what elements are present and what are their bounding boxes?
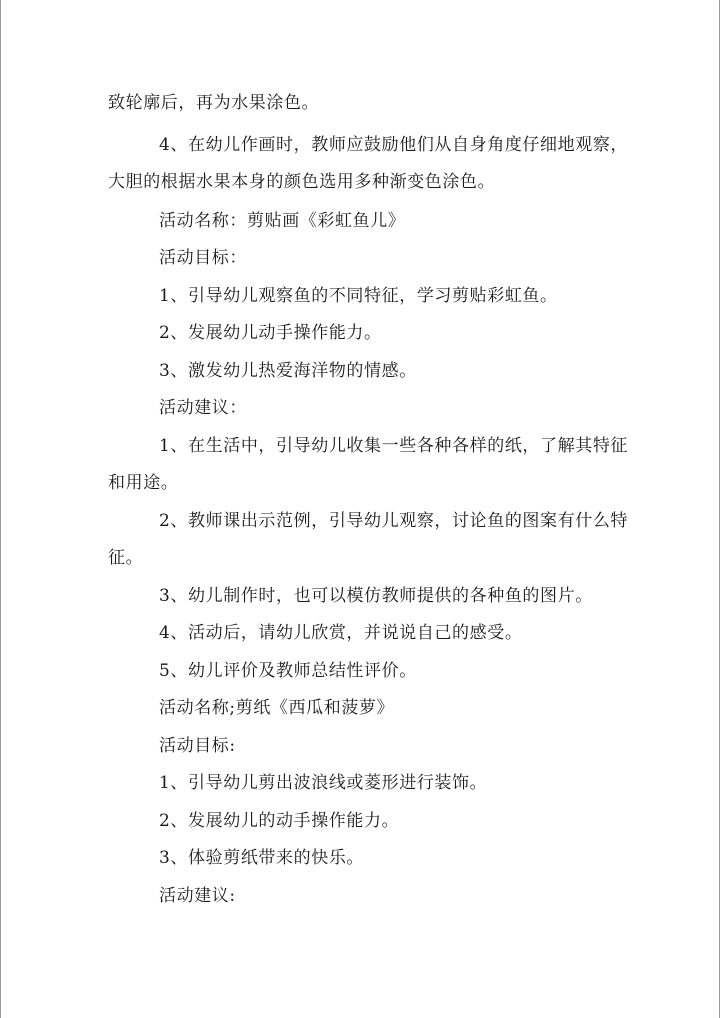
activity-suggestions-heading: 活动建议： [159,398,247,418]
paragraph-line: 和用途。 [108,473,179,493]
activity-name-heading: 活动名称：剪贴画《彩虹鱼儿》 [159,211,406,231]
list-item: 1、在生活中，引导幼儿收集一些各种各样的纸，了解其特征 [159,436,629,456]
list-item: 3、体验剪纸带来的快乐。 [159,848,365,868]
list-item: 2、发展幼儿的动手操作能力。 [159,811,400,831]
page-border-left [0,0,1,1018]
paragraph-line: 大胆的根据水果本身的颜色选用多种渐变色涂色。 [108,172,496,192]
list-item: 1、引导幼儿剪出波浪线或菱形进行装饰。 [159,773,488,793]
activity-name-heading: 活动名称;剪纸《西瓜和菠萝》 [159,698,395,718]
list-item: 1、引导幼儿观察鱼的不同特征，学习剪贴彩虹鱼。 [159,286,558,306]
activity-goals-heading: 活动目标: [159,736,236,756]
paragraph-line: 4、在幼儿作画时，教师应鼓励他们从自身角度仔细地观察， [159,135,629,155]
list-item: 5、幼儿评价及教师总结性评价。 [159,661,417,681]
list-item: 2、发展幼儿动手操作能力。 [159,323,382,343]
list-item: 2、教师课出示范例，引导幼儿观察，讨论鱼的图案有什么特 [159,511,629,531]
list-item: 4、活动后，请幼儿欣赏，并说说自己的感受。 [159,623,523,643]
paragraph-line: 致轮廓后，再为水果涂色。 [108,93,320,113]
list-item: 3、幼儿制作时，也可以模仿教师提供的各种鱼的图片。 [159,586,593,606]
activity-goals-heading: 活动目标： [159,248,247,268]
paragraph-line: 征。 [108,548,144,568]
list-item: 3、激发幼儿热爱海洋物的情感。 [159,361,417,381]
activity-suggestions-heading: 活动建议: [159,886,236,906]
